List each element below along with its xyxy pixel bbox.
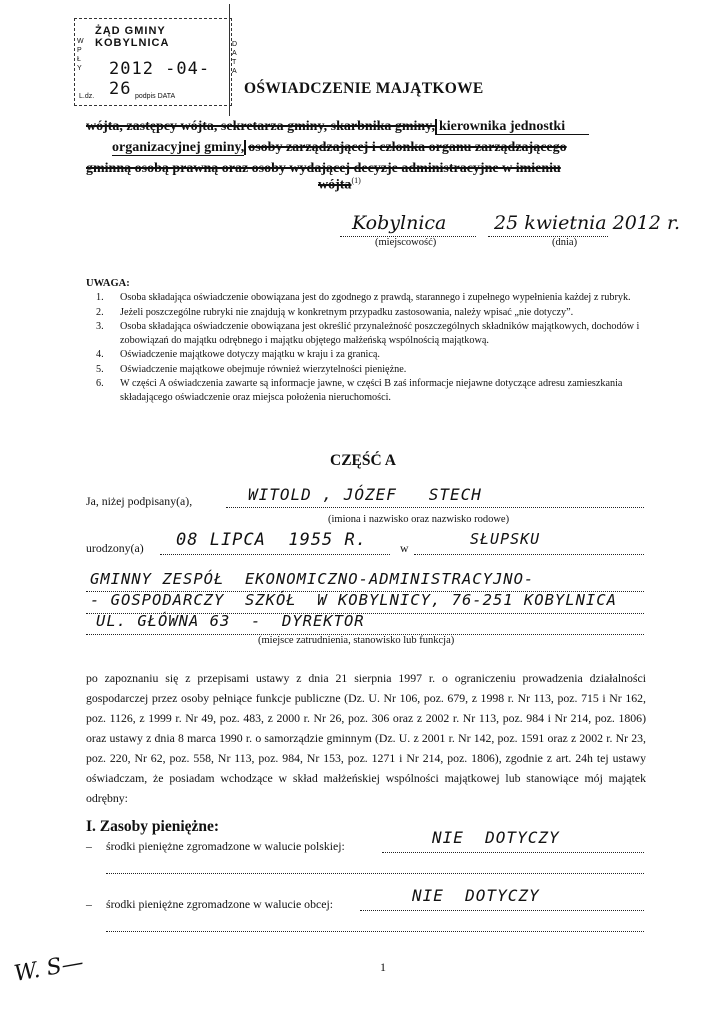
name-value: WITOLD , JÓZEF STECH: [248, 485, 482, 504]
date-label: (dnia): [552, 237, 578, 248]
stamp-right-letters: D A T A: [232, 41, 238, 75]
stamp-date: 2012 -04- 26: [109, 59, 211, 99]
born-in-label: w: [400, 541, 409, 555]
pln-dash: –: [86, 839, 92, 853]
pln-extra-line-1: [106, 873, 644, 874]
title-line-3: [86, 161, 561, 177]
struck-positions-3: gminną osobą prawną oraz osoby wydającej decyzje administracyjne w imieniu: [86, 161, 561, 176]
born-date-underline: [160, 554, 390, 555]
page-number: 1: [380, 960, 386, 974]
stamp-office: ŻĄD GMINY KOBYLNICA: [95, 25, 170, 49]
stamp-right-label: podpis DATA: [135, 93, 176, 100]
initials-signature: W. S—: [12, 950, 86, 987]
title-line-1: [86, 119, 589, 135]
born-place-underline: [414, 554, 644, 555]
legal-basis-text: po zapoznaniu się z przepisami ustawy z dnia 21 sierpnia 1997 r. o ograniczeniu prowadzenia działalności gospodarczej przez osoby pełniące funkcje publiczne (Dz. U. Nr 106, poz. 679, z 1998 r. Nr 113, poz. 715 i Nr 162, poz. 1126, z 1999 r. Nr 49, poz. 483, z 2000 r. Nr 26, poz. 306 oraz z 2002 r. Nr 113, poz. 984 i Nr 214, poz. 1806) oraz ustawy z dnia 8 marca 1990 r. o samorządzie gminnym (Dz. U. z 2001 r. Nr 142, poz. 1591 oraz z 2002 r. Nr 23, poz. 220, Nr 62, poz. 558, Nr 113, poz. 984, Nr 153, poz. 1271 i Nr 214, poz. 1806), zgodnie z art. 24h tej ustawy oświadczam, że posiadam wchodzące w skład małżeńskiej wspólności majątkowej lub stanowiące mój majątek odrębny:: [86, 671, 646, 805]
note-item: 6. W części A oświadczenia zawarte są informacje jawne, w części B zaś informacje niejawne dotyczące adresu zamieszkania składającego oświadczenie oraz miejsca położenia nieruchomości.: [96, 378, 623, 403]
note-list: [86, 291, 652, 405]
pln-value: NIE DOTYCZY: [432, 828, 560, 847]
job-label: (miejsce zatrudnienia, stanowisko lub funkcja): [258, 635, 455, 646]
born-date-value: 08 LIPCA 1955 R.: [176, 530, 367, 550]
note-item: 2. Jeżeli poszczególne rubryki nie znajdują w konkretnym przypadku zastosowania, należy wpisać „nie dotyczy”.: [96, 306, 574, 318]
job-value-line3: UL. GŁÓWNA 63 - DYREKTOR: [96, 612, 365, 630]
foreign-dash: –: [86, 897, 92, 911]
name-label: (imiona i nazwisko oraz nazwisko rodowe): [328, 514, 510, 525]
born-place-value: SŁUPSKU: [470, 530, 541, 548]
kept-position-2: organizacyjnej gminy,: [112, 140, 245, 155]
date-underline: [488, 236, 608, 237]
name-prefix: Ja, niżej podpisany(a),: [86, 494, 193, 508]
date-value: 25 kwietnia 2012 r.: [494, 212, 681, 234]
foreign-extra-line-1: [106, 931, 644, 932]
place-label: (miejscowość): [375, 237, 437, 248]
born-prefix: urodzony(a): [86, 541, 144, 555]
note-title: UWAGA:: [86, 278, 130, 289]
title-line-4: [318, 176, 361, 194]
title-line-2: [112, 140, 567, 156]
foreign-label: środki pieniężne zgromadzone w walucie obcej:: [106, 897, 333, 911]
section-1-heading: I. Zasoby pieniężne:: [86, 818, 220, 835]
pln-label: środki pieniężne zgromadzone w walucie polskiej:: [106, 839, 345, 853]
note-item: 5. Oświadczenie majątkowe obejmuje również wierzytelności pieniężne.: [96, 363, 407, 375]
note-item: 4. Oświadczenie majątkowe dotyczy majątku w kraju i za granicą.: [96, 349, 380, 360]
stamp-left-label: L.dz.: [79, 93, 95, 100]
stamp-side-letters: W P Ł Y: [77, 38, 84, 72]
note-item: 3. Osoba składająca oświadczenie obowiązana jest określić przynależność poszczególnych składników majątkowych, dochodów i zobowiązań do majątku odrębnego i majątku objętego małżeńską wspólnością majątkową.: [96, 321, 640, 346]
name-underline: [226, 507, 644, 508]
job-value-line2: - GOSPODARCZY SZKÓŁ W KOBYLNICY, 76-251 KOBYLNICA: [90, 591, 617, 609]
struck-positions-1: wójta, zastępcy wójta, sekretarza gminy, skarbnika gminy,: [86, 119, 435, 134]
pln-underline: [382, 852, 644, 853]
registry-stamp: [74, 18, 232, 106]
part-a-heading: CZĘŚĆ A: [330, 452, 396, 469]
note-item: 1. Osoba składająca oświadczenie obowiązana jest do zgodnego z prawdą, starannego i zupełnego wypełnienia każdej z rubryk.: [96, 292, 631, 303]
stamp-vertical-line: [229, 4, 230, 116]
job-value-line1: GMINNY ZESPÓŁ EKONOMICZNO-ADMINISTRACYJNO-: [90, 570, 535, 588]
kept-position-1: kierownika jednostki: [435, 119, 589, 135]
foreign-underline: [360, 910, 644, 911]
foreign-value: NIE DOTYCZY: [412, 886, 540, 905]
document-title: OŚWIADCZENIE MAJĄTKOWE: [244, 80, 484, 97]
struck-positions-4: wójta: [318, 177, 352, 193]
place-value: Kobylnica: [352, 212, 447, 234]
struck-positions-2: osoby zarządzającej i członka organu zarządzającego: [244, 140, 566, 155]
footnote-marker: (1): [351, 176, 361, 185]
